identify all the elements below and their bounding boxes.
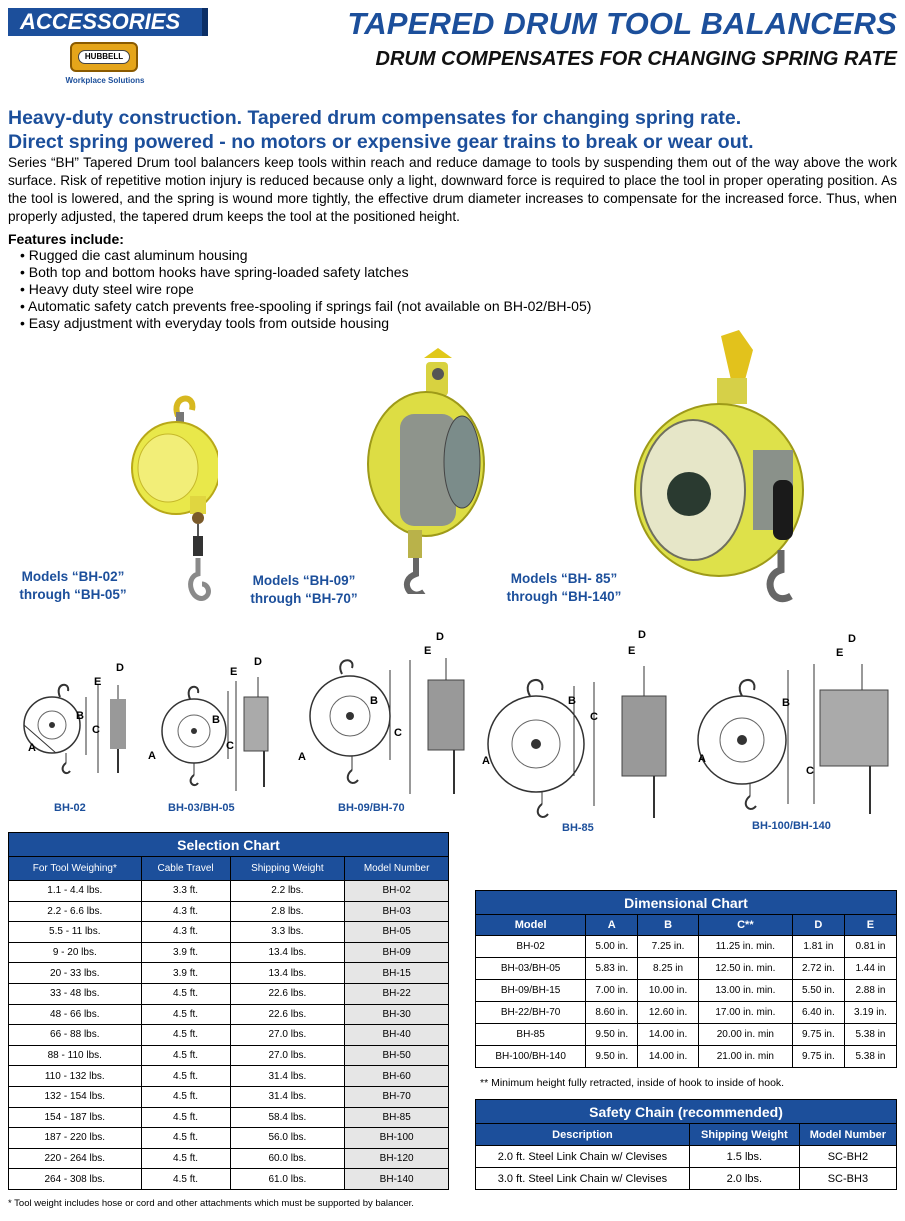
table-cell: 2.2 lbs. [230,881,345,902]
feature-item: • Automatic safety catch prevents free-spooling if springs fail (not available on BH-02/BH-05) [20,298,591,315]
dim-letter: A [698,753,706,765]
dimensional-rows [476,936,897,1068]
table-cell: 4.3 ft. [141,922,230,943]
column-header: Description [476,1124,690,1146]
table-cell: 20 - 33 lbs. [9,963,142,984]
table-cell: 187 - 220 lbs. [9,1128,142,1149]
table-cell: BH-70 [345,1086,449,1107]
dimensional-chart [475,890,897,1068]
table-cell: 9.75 in. [792,1024,844,1046]
dim-letter: C [806,765,814,777]
table-row [9,1045,449,1066]
page-title: TAPERED DRUM TOOL BALANCERS [347,6,897,41]
table-cell: 9 - 20 lbs. [9,942,142,963]
diagram-label: BH-09/BH-70 [338,802,405,814]
table-cell: BH-02 [476,936,586,958]
table-cell: 20.00 in. min [698,1024,792,1046]
table-cell: 220 - 264 lbs. [9,1148,142,1169]
table-cell: 1.5 lbs. [689,1146,799,1168]
table-row [9,1107,449,1128]
table-row [9,881,449,902]
table-cell: BH-02 [345,881,449,902]
intro-paragraph: Series “BH” Tapered Drum tool balancers keep tools within reach and reduce damage to tools by suspending them out of the way above the work surface. Risk of repetitive motion injury is reduced because only a light, downward force is required to place the tool in proper operating position. As the tool is lowered, and the spring is wound more tightly, the effective drum diameter increases to compensate for the increased force. Thus, when properly adjusted, the tapered drum keeps the tool at the positioned height. [8,155,897,224]
column-header: Model Number [345,857,449,881]
caption-line: through “BH-140” [506,589,622,604]
table-cell: 264 - 308 lbs. [9,1169,142,1190]
feature-item: • Heavy duty steel wire rope [20,281,591,298]
selection-footnote: * Tool weight includes hose or cord and other attachments which must be supported by balancer. [8,1198,414,1209]
features-heading: Features include: [8,231,124,247]
dim-letter: A [28,742,36,754]
column-header: For Tool Weighing* [9,857,142,881]
dim-letter: A [298,751,306,763]
headline-line-1: Heavy-duty construction. Tapered drum compensates for changing spring rate. [8,107,742,129]
table-cell: 132 - 154 lbs. [9,1086,142,1107]
diagram-label: BH-02 [54,802,86,814]
table-cell: BH-09/BH-15 [476,980,586,1002]
dim-letter: C [226,740,234,752]
page-subtitle: DRUM COMPENSATES FOR CHANGING SPRING RATE [375,48,897,70]
caption-bh-85 [494,570,634,606]
table-cell: 27.0 lbs. [230,1025,345,1046]
caption-line: Models “BH-09” [252,573,356,588]
table-cell: BH-50 [345,1045,449,1066]
table-cell: 88 - 110 lbs. [9,1045,142,1066]
caption-line: through “BH-05” [19,587,127,602]
table-cell: 7.00 in. [586,980,638,1002]
table-cell: 5.00 in. [586,936,638,958]
table-cell: BH-30 [345,1004,449,1025]
table-cell: 33 - 48 lbs. [9,983,142,1004]
diagram-bh-02 [6,655,136,785]
dimensional-chart-title: Dimensional Chart [476,891,897,915]
table-cell: 10.00 in. [638,980,699,1002]
headline [8,106,898,154]
caption-line: Models “BH- 85” [510,571,618,586]
table-cell: 3.0 ft. Steel Link Chain w/ Clevises [476,1168,690,1190]
table-cell: 4.5 ft. [141,1107,230,1128]
table-cell: BH-15 [345,963,449,984]
table-row [9,1066,449,1087]
table-cell: 4.5 ft. [141,1148,230,1169]
caption-bh-02 [8,568,138,604]
table-cell: 1.81 in [792,936,844,958]
dim-letter: B [212,714,220,726]
table-row [9,922,449,943]
table-cell: 4.3 ft. [141,901,230,922]
selection-chart-title: Selection Chart [9,833,449,857]
logo-tagline: Workplace Solutions [65,76,145,85]
table-cell: 9.50 in. [586,1046,638,1068]
table-cell: 4.5 ft. [141,1086,230,1107]
table-row [476,958,897,980]
table-cell: 48 - 66 lbs. [9,1004,142,1025]
caption-line: through “BH-70” [250,591,358,606]
table-row [476,936,897,958]
column-header: Model Number [799,1124,896,1146]
dim-letter: C [590,711,598,723]
dim-letter: E [628,645,636,657]
table-cell: BH-05 [345,922,449,943]
table-cell: 2.72 in. [792,958,844,980]
column-header: Cable Travel [141,857,230,881]
table-cell: 13.4 lbs. [230,942,345,963]
table-row [476,980,897,1002]
features-list [20,247,591,332]
headline-line-2: Direct spring powered - no motors or expensive gear trains to break or wear out. [8,131,754,153]
table-cell: 4.5 ft. [141,1025,230,1046]
table-cell: 2.2 - 6.6 lbs. [9,901,142,922]
table-cell: 12.50 in. min. [698,958,792,980]
photo-bh-09 [364,344,494,594]
diagram-label: BH-100/BH-140 [752,820,831,832]
feature-item: • Rugged die cast aluminum housing [20,247,591,264]
diagram-label: BH-03/BH-05 [168,802,235,814]
table-row [476,1002,897,1024]
column-header: Model [476,915,586,936]
table-cell: 61.0 lbs. [230,1169,345,1190]
dim-letter: D [848,633,856,645]
table-cell: 6.40 in. [792,1002,844,1024]
table-cell: BH-100/BH-140 [476,1046,586,1068]
dim-letter: B [370,695,378,707]
dimensional-footnote: ** Minimum height fully retracted, inside of hook to inside of hook. [480,1077,785,1089]
table-cell: 4.5 ft. [141,1066,230,1087]
table-cell: 4.5 ft. [141,1169,230,1190]
table-cell: 2.88 in [844,980,896,1002]
table-row [9,942,449,963]
table-cell: BH-120 [345,1148,449,1169]
table-cell: BH-85 [476,1024,586,1046]
table-cell: 27.0 lbs. [230,1045,345,1066]
table-cell: 0.81 in [844,936,896,958]
diagram-bh-09 [294,630,474,798]
feature-item: • Both top and bottom hooks have spring-loaded safety latches [20,264,591,281]
diagram-label: BH-85 [562,822,594,834]
table-cell: 3.9 ft. [141,963,230,984]
dim-letter: A [148,750,156,762]
diagram-bh-85 [478,626,678,821]
table-row [9,1004,449,1025]
dim-letter: B [568,695,576,707]
dim-letter: D [254,656,262,668]
table-cell: 4.5 ft. [141,1128,230,1149]
table-row [9,1148,449,1169]
column-header: A [586,915,638,936]
photo-bh-85 [633,330,823,608]
dim-letter: E [424,645,432,657]
column-header: B [638,915,699,936]
table-cell: 9.75 in. [792,1046,844,1068]
table-row [476,1168,897,1190]
table-row [9,983,449,1004]
table-cell: 31.4 lbs. [230,1086,345,1107]
table-cell: BH-22/BH-70 [476,1002,586,1024]
table-cell: 8.60 in. [586,1002,638,1024]
table-cell: BH-03/BH-05 [476,958,586,980]
hubbell-logo [60,42,150,90]
table-cell: BH-60 [345,1066,449,1087]
table-cell: 58.4 lbs. [230,1107,345,1128]
dim-letter: E [836,647,844,659]
table-cell: BH-22 [345,983,449,1004]
table-row [9,1086,449,1107]
table-cell: 8.25 in [638,958,699,980]
table-cell: 17.00 in. min. [698,1002,792,1024]
table-cell: 60.0 lbs. [230,1148,345,1169]
table-cell: 13.4 lbs. [230,963,345,984]
table-row [476,1024,897,1046]
table-row [9,1128,449,1149]
table-cell: 56.0 lbs. [230,1128,345,1149]
table-cell: 14.00 in. [638,1046,699,1068]
logo-mark [70,42,138,72]
table-cell: 22.6 lbs. [230,983,345,1004]
table-cell: 66 - 88 lbs. [9,1025,142,1046]
table-cell: 5.83 in. [586,958,638,980]
table-cell: BH-03 [345,901,449,922]
table-cell: 13.00 in. min. [698,980,792,1002]
table-row [9,901,449,922]
dim-letter: A [482,755,490,767]
dim-letter: B [782,697,790,709]
table-cell: 4.5 ft. [141,1004,230,1025]
table-cell: 2.8 lbs. [230,901,345,922]
table-cell: 11.25 in. min. [698,936,792,958]
table-row [9,1169,449,1190]
safety-chain-chart [475,1099,897,1190]
column-header: C** [698,915,792,936]
table-cell: 12.60 in. [638,1002,699,1024]
column-header: Shipping Weight [689,1124,799,1146]
table-cell: 31.4 lbs. [230,1066,345,1087]
table-cell: BH-40 [345,1025,449,1046]
caption-line: Models “BH-02” [21,569,125,584]
table-cell: 7.25 in. [638,936,699,958]
diagram-bh-03 [146,655,286,795]
column-header: Shipping Weight [230,857,345,881]
column-header: E [844,915,896,936]
caption-bh-09 [234,572,374,608]
table-cell: 2.0 lbs. [689,1168,799,1190]
table-cell: 5.50 in. [792,980,844,1002]
dim-letter: D [436,631,444,643]
table-cell: SC-BH3 [799,1168,896,1190]
table-cell: 3.9 ft. [141,942,230,963]
table-cell: 1.44 in [844,958,896,980]
selection-chart [8,832,449,1190]
column-header: D [792,915,844,936]
table-cell: 3.3 ft. [141,881,230,902]
safety-rows [476,1146,897,1190]
safety-chain-title: Safety Chain (recommended) [476,1100,897,1124]
table-cell: BH-100 [345,1128,449,1149]
table-row [9,963,449,984]
selection-rows [9,881,449,1190]
table-cell: BH-140 [345,1169,449,1190]
diagram-bh-100 [692,628,897,818]
table-cell: 4.5 ft. [141,1045,230,1066]
table-cell: 5.38 in [844,1046,896,1068]
logo-text: HUBBELL [78,50,130,64]
table-cell: 21.00 in. min [698,1046,792,1068]
accessories-tab: ACCESSORIES [8,8,208,36]
table-cell: BH-85 [345,1107,449,1128]
dim-letter: C [92,724,100,736]
table-cell: BH-09 [345,942,449,963]
table-row [9,1025,449,1046]
table-cell: 22.6 lbs. [230,1004,345,1025]
table-cell: 2.0 ft. Steel Link Chain w/ Clevises [476,1146,690,1168]
table-cell: 9.50 in. [586,1024,638,1046]
dim-letter: D [116,662,124,674]
table-cell: 14.00 in. [638,1024,699,1046]
table-row [476,1146,897,1168]
table-cell: 1.1 - 4.4 lbs. [9,881,142,902]
dim-letter: E [94,676,102,688]
table-cell: 110 - 132 lbs. [9,1066,142,1087]
table-cell: 3.19 in. [844,1002,896,1024]
dim-letter: C [394,727,402,739]
table-cell: 4.5 ft. [141,983,230,1004]
table-cell: 154 - 187 lbs. [9,1107,142,1128]
table-cell: 3.3 lbs. [230,922,345,943]
table-row [476,1046,897,1068]
table-cell: 5.5 - 11 lbs. [9,922,142,943]
dim-letter: E [230,666,238,678]
table-cell: 5.38 in [844,1024,896,1046]
feature-item: • Easy adjustment with everyday tools from outside housing [20,315,591,332]
table-cell: SC-BH2 [799,1146,896,1168]
dim-letter: B [76,710,84,722]
dim-letter: D [638,629,646,641]
